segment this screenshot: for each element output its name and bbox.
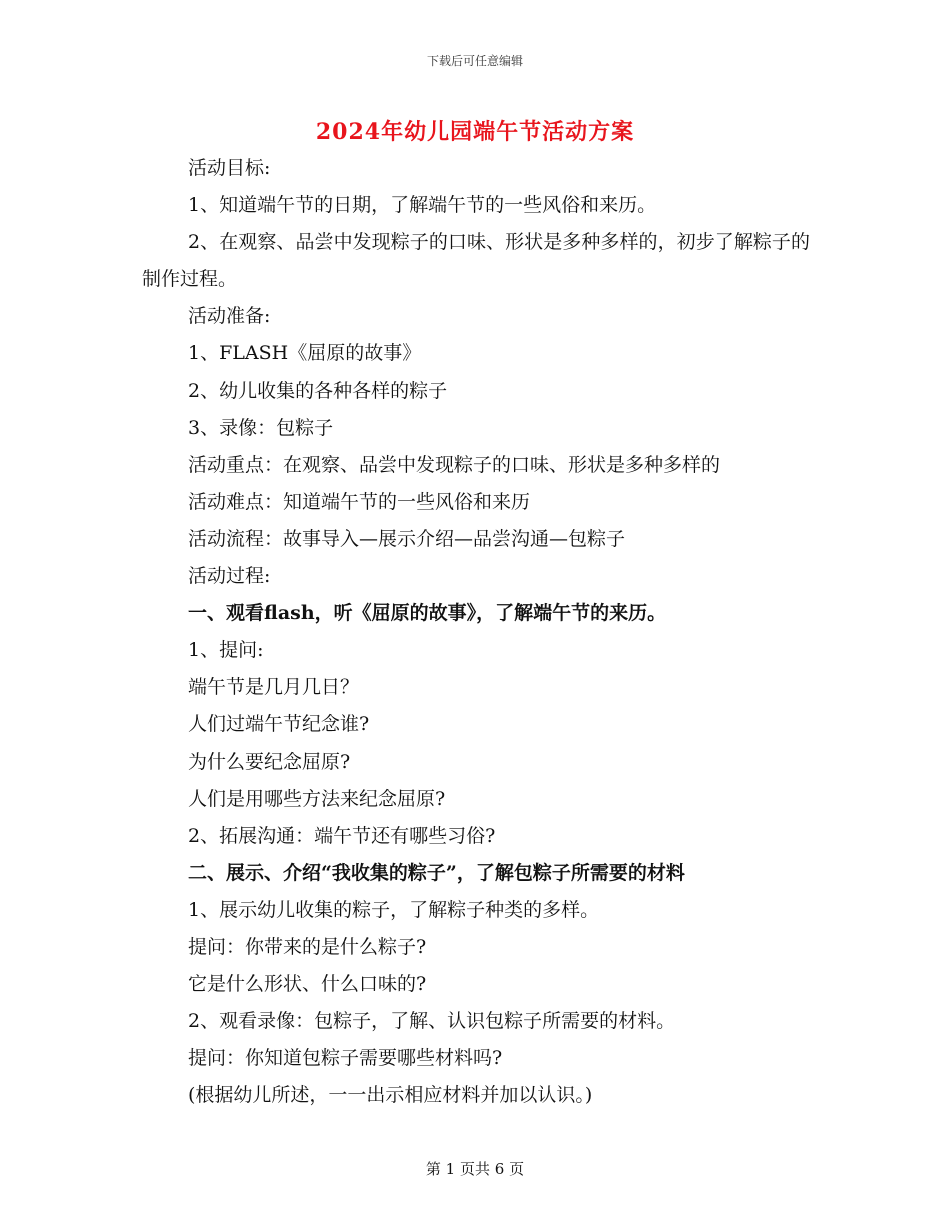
paragraph-prep-3: 3、录像：包粽子 (188, 416, 334, 439)
paragraph-goals-heading: 活动目标: (188, 157, 271, 179)
paragraph-extension: 2、拓展沟通：端午节还有哪些习俗? (188, 824, 496, 847)
paragraph-section-2-heading: 二、展示、介绍“我收集的粽子”，了解包粽子所需要的材料 (188, 861, 685, 884)
paragraph-process-heading: 活动过程: (188, 565, 271, 588)
paragraph-question-2: 人们过端午节纪念谁? (188, 713, 370, 736)
paragraph-show-1: 1、展示幼儿收集的粽子，了解粽子种类的多样。 (188, 898, 600, 921)
paragraph-question-1: 端午节是几月几日？ (188, 676, 360, 699)
paragraph-note: (根据幼儿所述，一一出示相应材料并加以认识。) (188, 1084, 593, 1107)
paragraph-prep-2: 2、幼儿收集的各种各样的粽子 (188, 379, 448, 402)
document-body (142, 150, 810, 1114)
paragraph-question-3: 为什么要纪念屈原? (188, 750, 351, 773)
paragraph-video: 2、观看录像：包粽子，了解、认识包粽子所需要的材料。 (188, 1010, 676, 1033)
paragraph-show-question-2: 它是什么形状、什么口味的? (188, 973, 427, 996)
paragraph-prep-heading: 活动准备: (188, 305, 271, 328)
paragraph-prep-1: 1、FLASH《屈原的故事》 (188, 342, 422, 365)
paragraph-goal-2: 2、在观察、品尝中发现粽子的口味、形状是多种多样的，初步了解粽子的制作过程。 (142, 231, 810, 291)
page-number: 第 1 页共 6 页 (425, 1160, 525, 1178)
paragraph-goal-1: 1、知道端午节的日期，了解端午节的一些风俗和来历。 (188, 194, 657, 217)
paragraph-section-1-heading: 一、观看flash，听《屈原的故事》，了解端午节的来历。 (188, 602, 667, 625)
paragraph-show-question-1: 提问：你带来的是什么粽子? (188, 935, 427, 958)
header-note: 下载后可任意编辑 (426, 54, 523, 68)
paragraph-difficulty: 活动难点：知道端午节的一些风俗和来历 (188, 490, 531, 513)
document-title: 2024年幼儿园端午节活动方案 (315, 119, 635, 145)
paragraph-flow: 活动流程：故事导入—展示介绍—品尝沟通—包粽子 (188, 527, 626, 550)
paragraph-question-heading: 1、提问: (188, 639, 264, 662)
paragraph-video-question: 提问：你知道包粽子需要哪些材料吗? (188, 1047, 503, 1070)
paragraph-key-point: 活动重点：在观察、品尝中发现粽子的口味、形状是多种多样的 (188, 453, 721, 476)
paragraph-question-4: 人们是用哪些方法来纪念屈原? (188, 787, 446, 810)
